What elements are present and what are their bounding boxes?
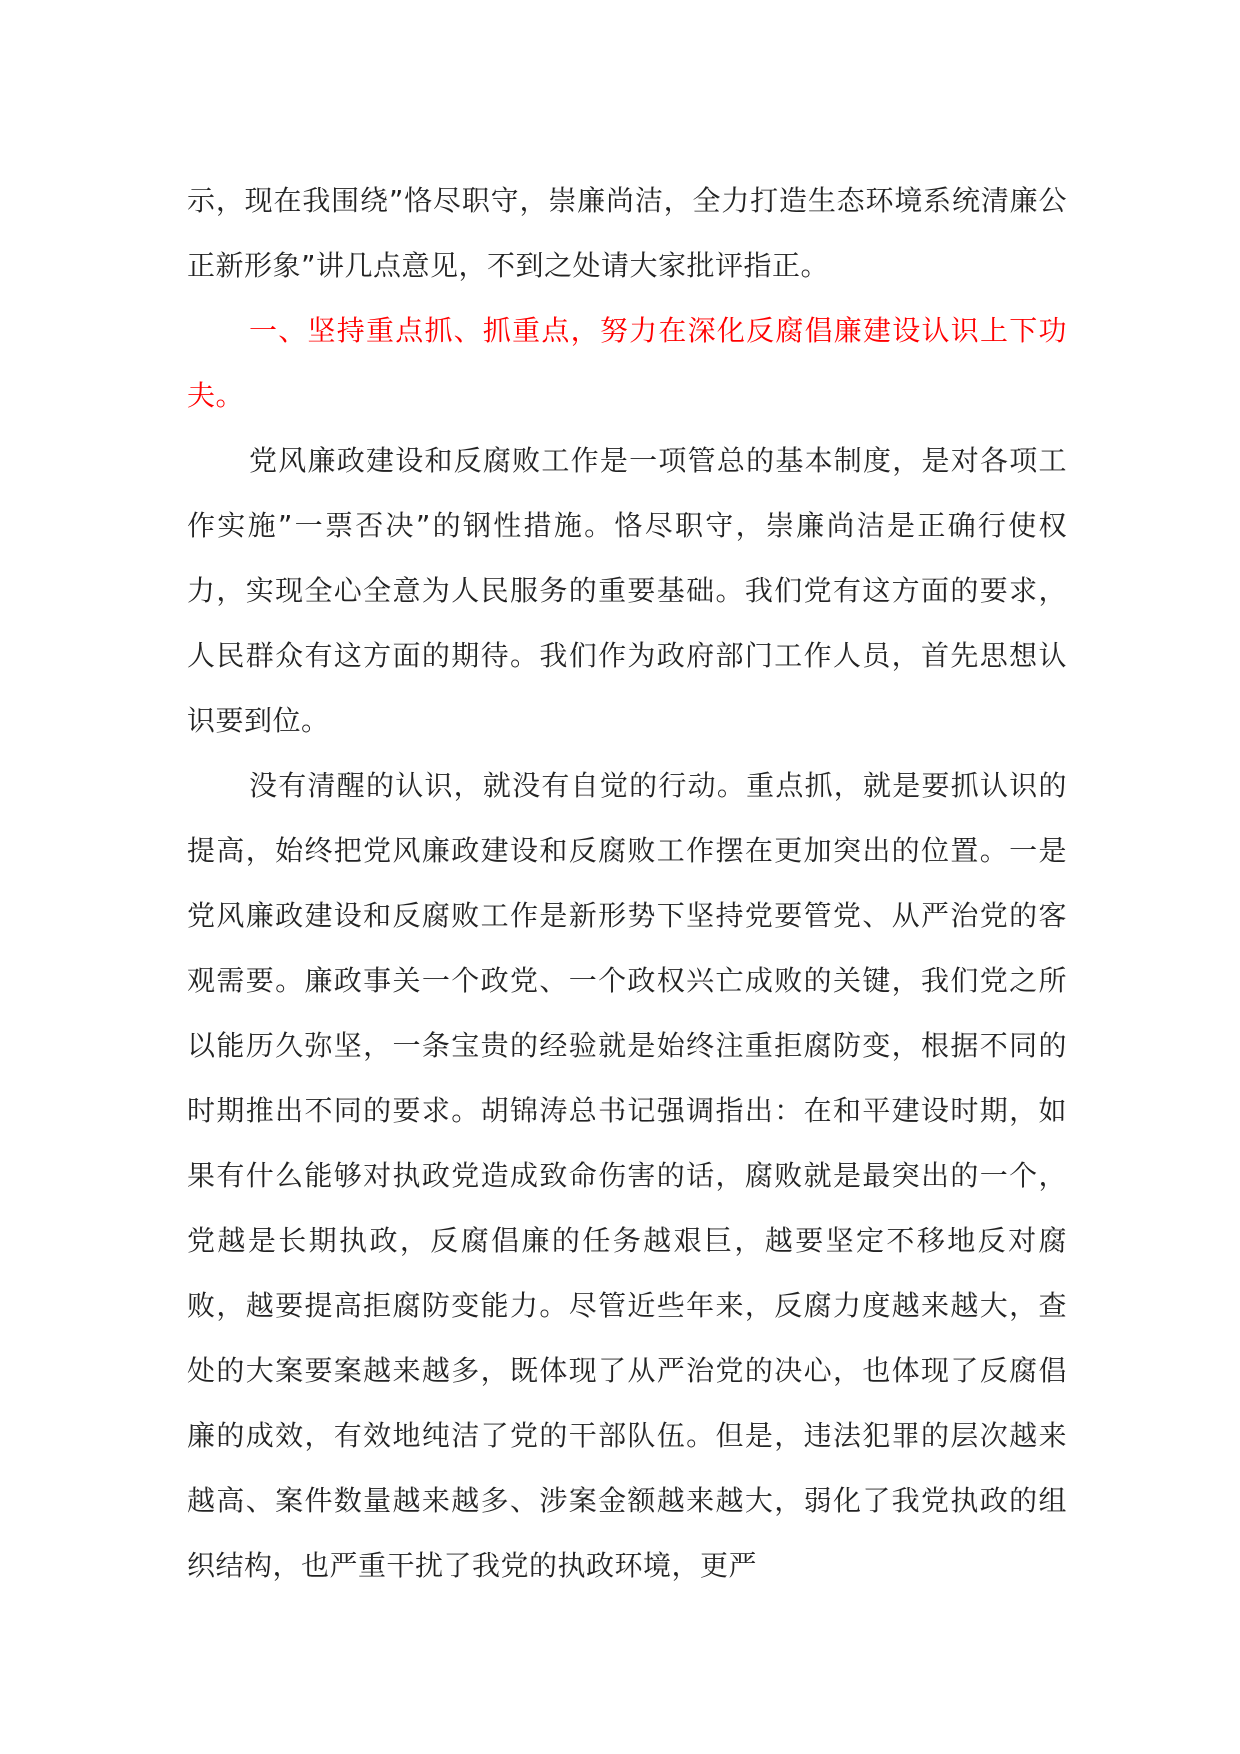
paragraph-awareness: 没有清醒的认识，就没有自觉的行动。重点抓，就是要抓认识的提高，始终把党风廉政建设和反腐败工作摆在更加突出的位置。一是党风廉政建设和反腐败工作是新形势下坚持党要管党、从严治党的客观需要。廉政事关一个政党、一个政权兴亡成败的关键，我们党之所以能历久弥坚，一条宝贵的经验就是始终注重拒腐防变，根据不同的时期推出不同的要求。胡锦涛总书记强调指出：在和平建设时期，如果有什么能够对执政党造成致命伤害的话，腐败就是最突出的一个，党越是长期执政，反腐倡廉的任务越艰巨，越要坚定不移地反对腐败，越要提高拒腐防变能力。尽管近些年来，反腐力度越来越大，查处的大案要案越来越多，既体现了从严治党的决心，也体现了反腐倡廉的成效，有效地纯洁了党的干部队伍。但是，违法犯罪的层次越来越高、案件数量越来越多、涉案金额越来越大，弱化了我党执政的组织结构，也严重干扰了我党的执政环境，更严 [187,769,1067,1582]
document-body [187,168,1067,1598]
section-heading-1: 一、坚持重点抓、抓重点，努力在深化反腐倡廉建设认识上下功夫。 [187,314,1067,412]
paragraph-intro: 示，现在我围绕”恪尽职守，崇廉尚洁，全力打造生态环境系统清廉公正新形象”讲几点意见，不到之处请大家批评指正。 [187,184,1067,282]
paragraph-party-conduct: 党风廉政建设和反腐败工作是一项管总的基本制度，是对各项工作实施”一票否决”的钢性措施。恪尽职守，崇廉尚洁是正确行使权力，实现全心全意为人民服务的重要基础。我们党有这方面的要求，人民群众有这方面的期待。我们作为政府部门工作人员，首先思想认识要到位。 [187,444,1067,737]
